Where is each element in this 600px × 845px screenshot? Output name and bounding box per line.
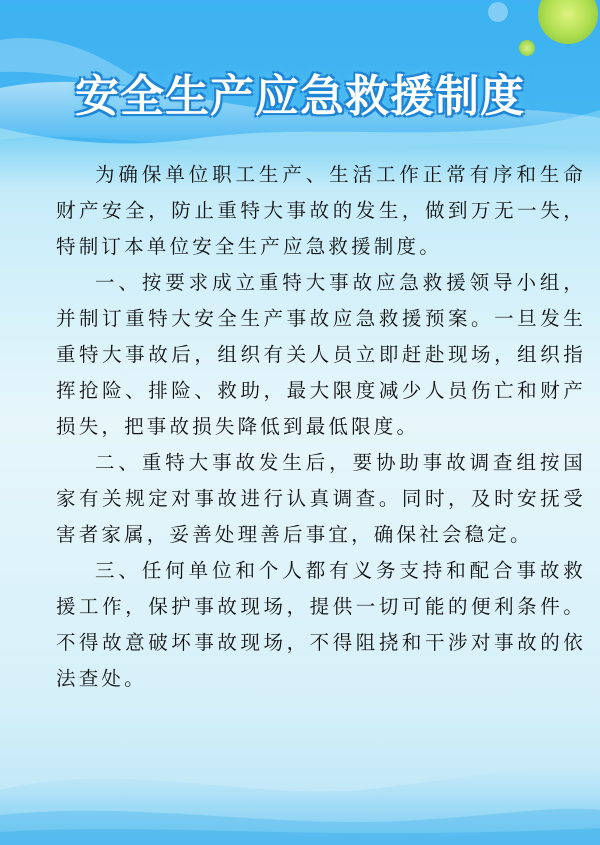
clause-two-paragraph: 二、重特大事故发生后，要协助事故调查组按国家有关规定对事故进行认真调查。同时，及时安抚受害者家属，妥善处理善后事宜，确保社会稳定。 (56, 451, 586, 546)
poster-title: 安全生产应急救援制度 (75, 71, 525, 122)
clause-one-paragraph: 一、按要求成立重特大事故应急救援领导小组，并制订重特大安全生产事故应急救援预案。一旦发生重特大事故后，组织有关人员立即赶赴现场，组织指挥抢险、排险、救助，最大限度减少人员伤亡和财产损失，把事故损失降低到最低限度。 (56, 271, 586, 438)
policy-content (56, 157, 586, 697)
white-bubble (488, 2, 508, 22)
clause-three-paragraph: 三、任何单位和个人都有义务支持和配合事故救援工作，保护事故现场，提供一切可能的便利条件。不得故意破坏事故现场，不得阻挠和干涉对事故的依法查处。 (56, 559, 586, 690)
intro-paragraph: 为确保单位职工生产、生活工作正常有序和生命财产安全，防止重特大事故的发生，做到万无一失，特制订本单位安全生产应急救援制度。 (56, 163, 586, 258)
green-bubble-small (519, 40, 535, 56)
